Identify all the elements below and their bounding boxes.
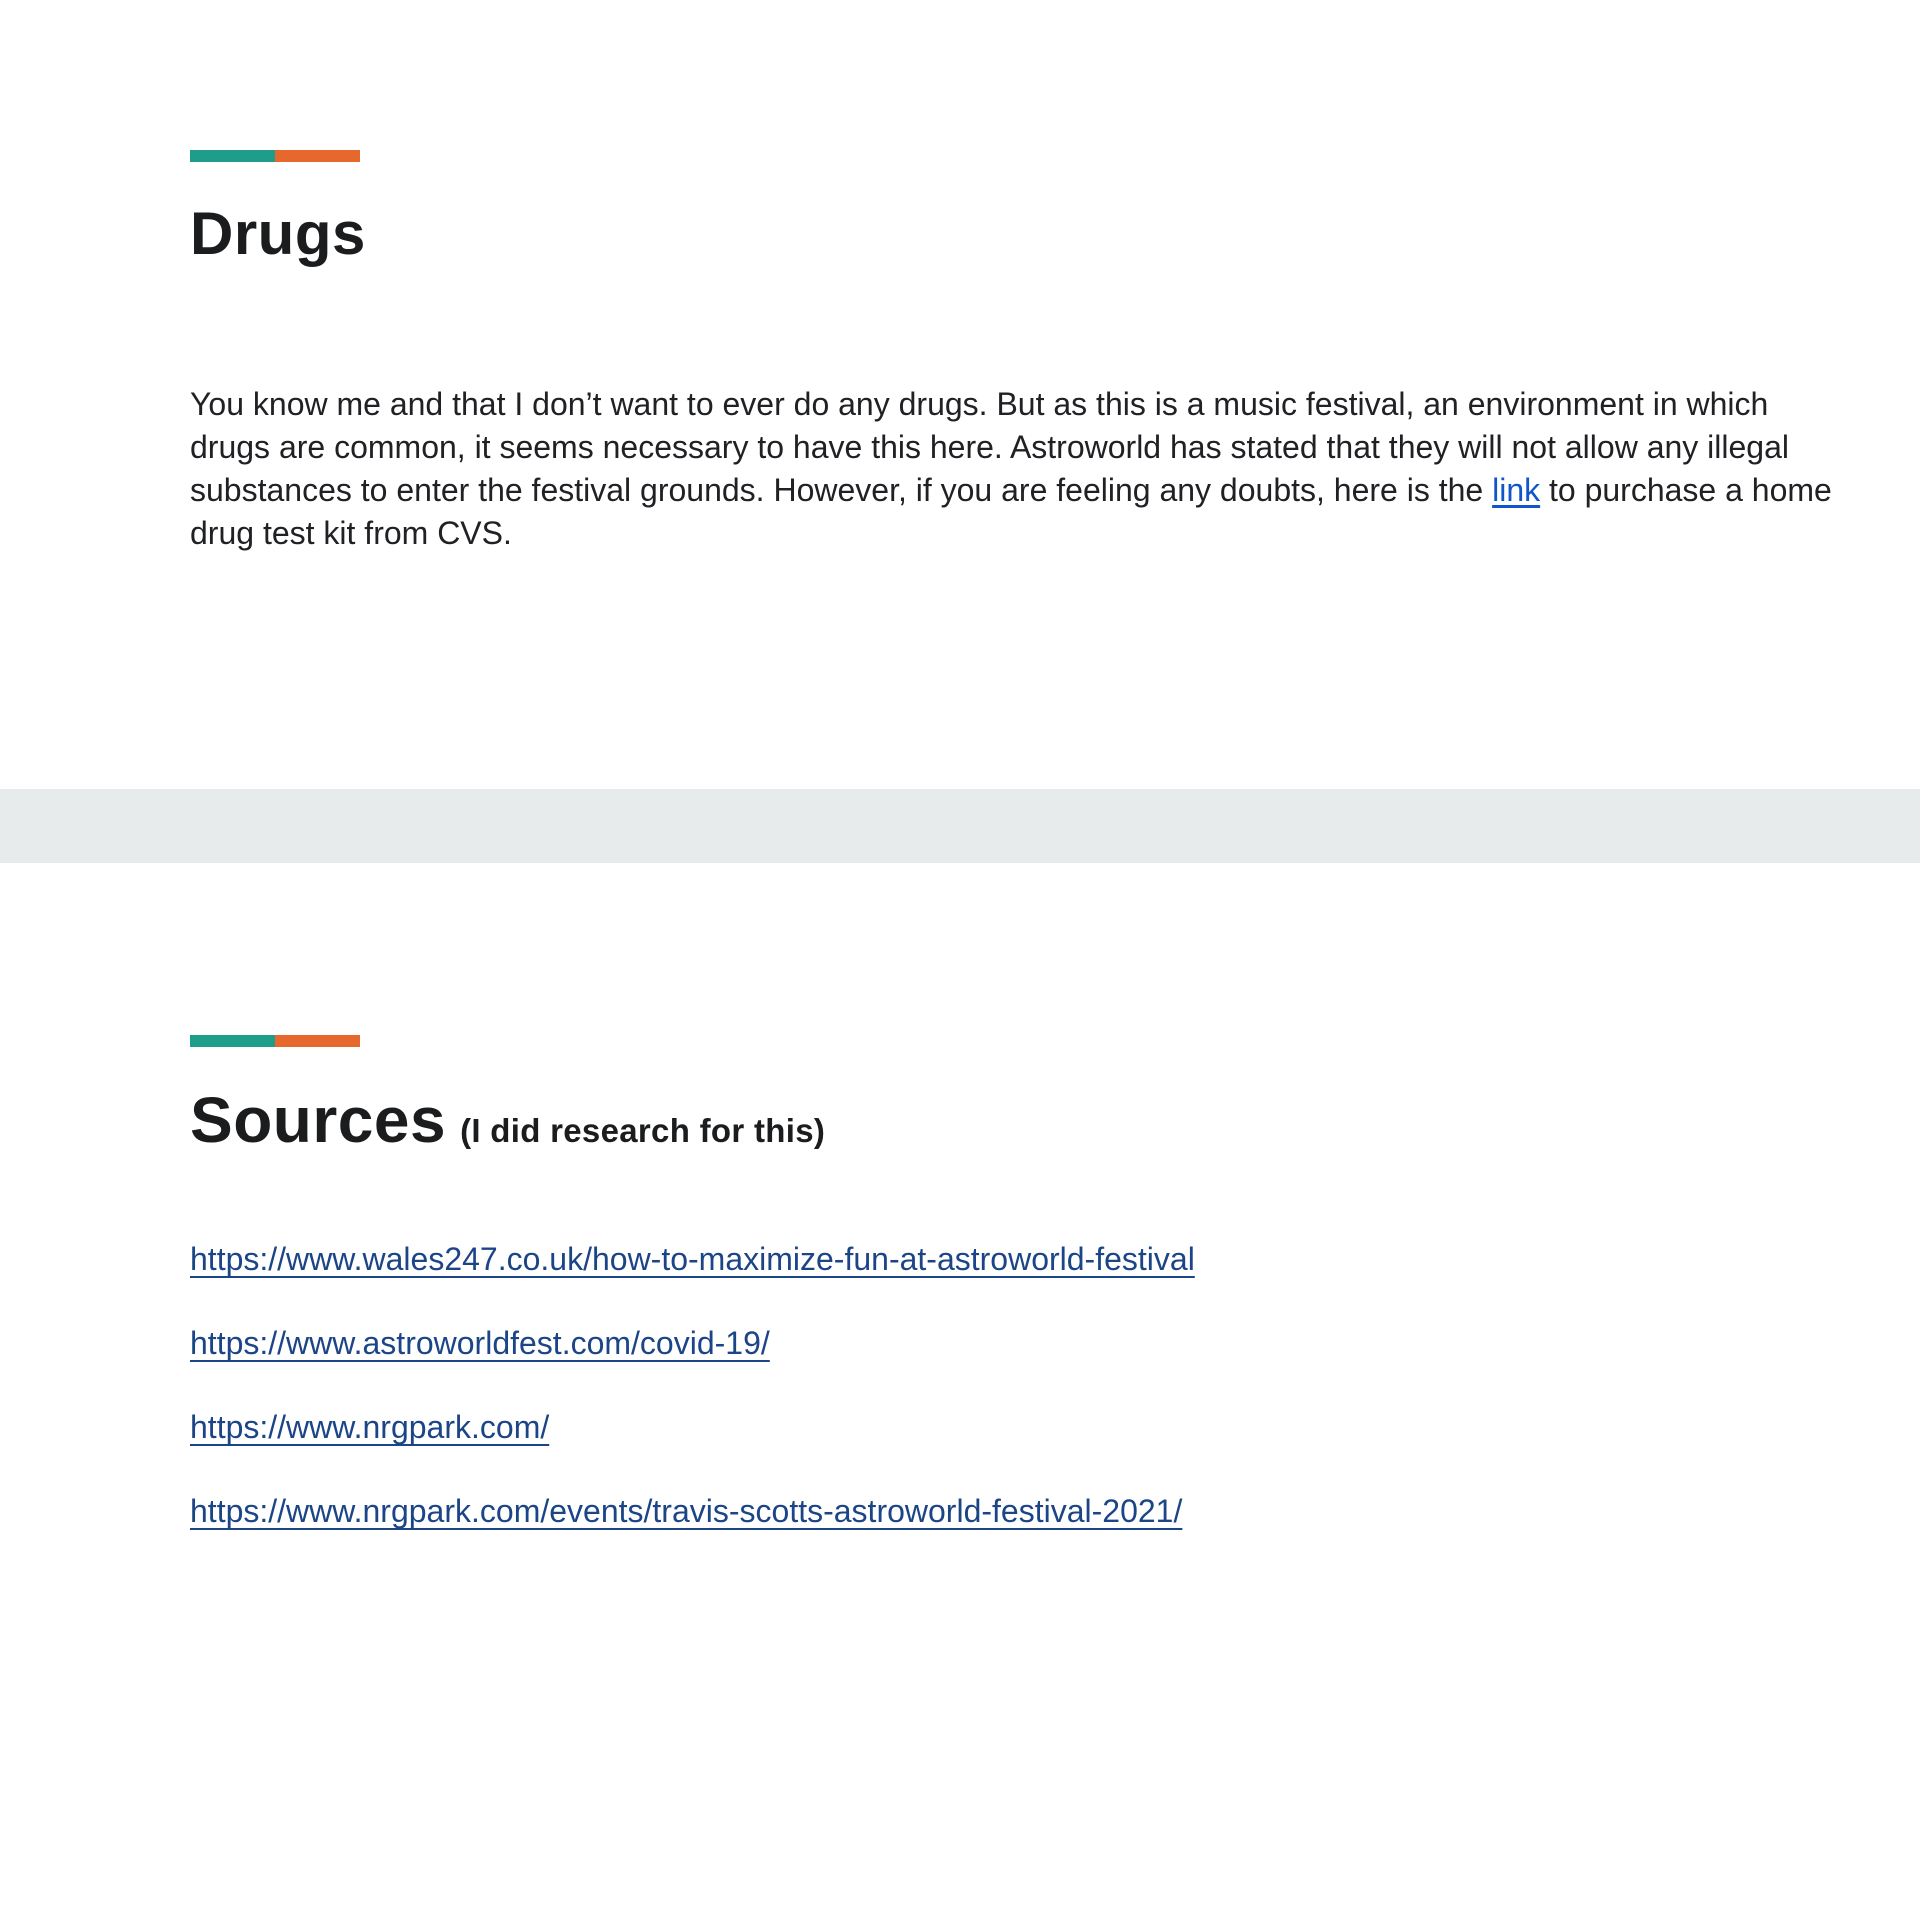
drugs-paragraph-text-after: to purchase a home drug test kit from CVS.	[190, 472, 1832, 551]
accent-bar	[190, 1035, 360, 1047]
sources-heading-note: (I did research for this)	[460, 1112, 826, 1149]
accent-bar-teal-segment	[190, 1035, 275, 1047]
source-link[interactable]: https://www.astroworldfest.com/covid-19/	[190, 1325, 770, 1362]
drugs-paragraph	[190, 383, 1850, 555]
sources-heading	[190, 1084, 1850, 1156]
sources-section	[190, 1035, 1850, 1574]
sources-heading-text: Sources	[190, 1084, 447, 1156]
accent-bar-teal-segment	[190, 150, 275, 162]
drugs-heading: Drugs	[190, 200, 366, 267]
accent-bar-orange-segment	[275, 1035, 360, 1047]
accent-bar	[190, 150, 360, 162]
section-divider-band	[0, 789, 1920, 863]
drug-test-kit-link[interactable]: link	[1492, 472, 1541, 508]
drugs-section	[190, 150, 1850, 555]
drugs-paragraph-text-before: You know me and that I don’t want to ever do any drugs. But as this is a music festival, an environment in which drugs are common, it seems necessary to have this here. Astroworld has stated that they will not allow any illegal substances to enter the festival grounds. However, if you are feeling any doubts, here is the	[190, 386, 1789, 508]
source-link[interactable]: https://www.nrgpark.com/events/travis-scotts-astroworld-festival-2021/	[190, 1493, 1183, 1530]
source-links-list	[190, 1238, 1850, 1533]
accent-bar-orange-segment	[275, 150, 360, 162]
source-link[interactable]: https://www.wales247.co.uk/how-to-maximize-fun-at-astroworld-festival	[190, 1241, 1195, 1278]
source-link[interactable]: https://www.nrgpark.com/	[190, 1409, 550, 1446]
